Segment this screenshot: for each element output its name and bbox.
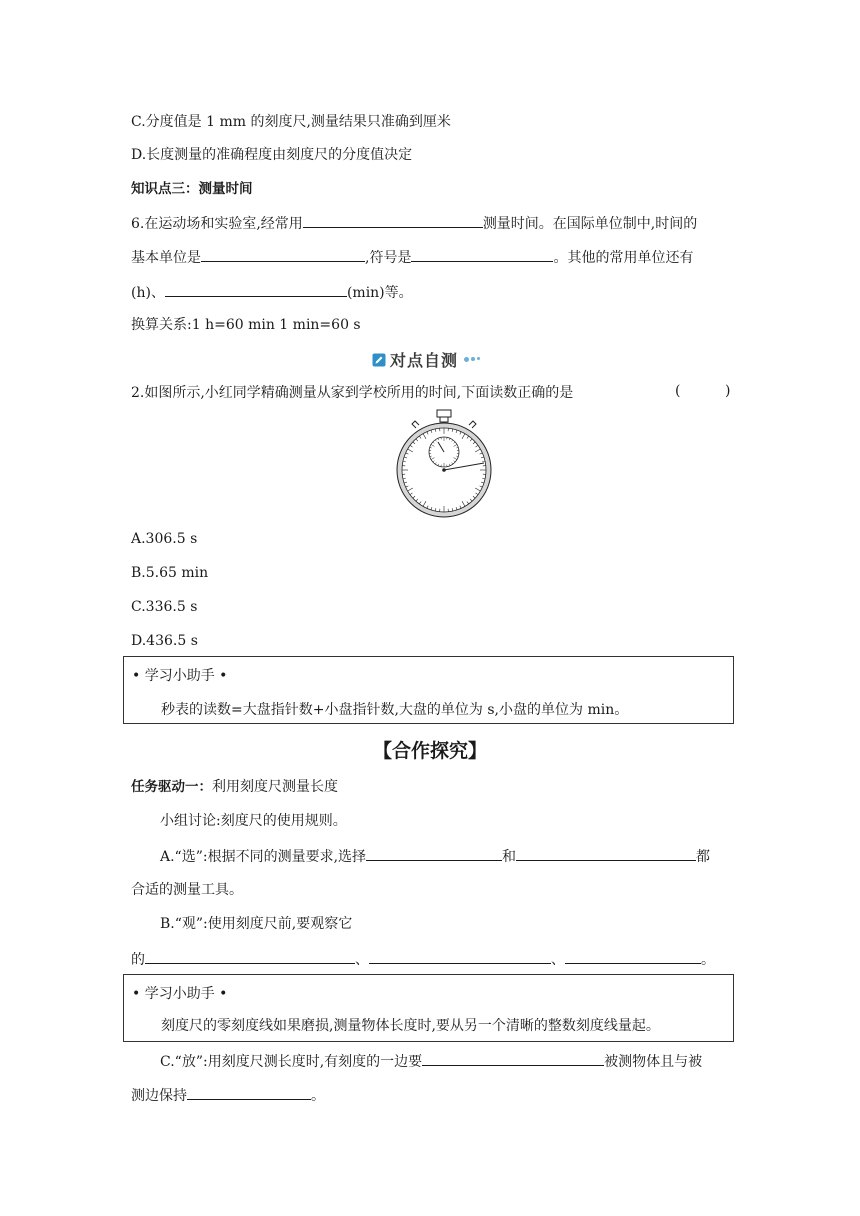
rule-a-text3: 都 <box>696 849 711 865</box>
fill-blank[interactable] <box>565 948 701 964</box>
stopwatch-figure <box>396 408 492 522</box>
task-title: 利用刻度尺测量长度 <box>212 779 338 795</box>
rule-c-line2 <box>131 1084 325 1106</box>
study-helper-box <box>123 656 734 724</box>
fill-blank[interactable] <box>366 845 502 861</box>
fill-blank[interactable] <box>303 212 483 228</box>
answer-paren-open: ( <box>675 383 681 399</box>
fill-blank[interactable] <box>516 845 696 861</box>
fill-blank[interactable] <box>145 948 355 964</box>
rule-b-text1: 的 <box>131 952 145 968</box>
rule-b-line2 <box>131 948 715 970</box>
rule-b-end: 。 <box>701 952 715 968</box>
discussion-text: 小组讨论:刻度尺的使用规则。 <box>160 813 347 829</box>
helper-body: 刻度尺的零刻度线如果磨损,测量物体长度时,要从另一个清晰的整数刻度线量起。 <box>161 1018 660 1034</box>
option-c: C.336.5 s <box>131 599 198 615</box>
q6-text-b: 测量时间。在国际单位制中,时间的 <box>482 216 698 232</box>
rule-a-text1: A.“选”:根据不同的测量要求,选择 <box>160 849 367 865</box>
q6-text-c: 基本单位是 <box>131 250 201 266</box>
q6-text-g: (min)等。 <box>346 285 413 301</box>
q6-text-e: 。其他的常用单位还有 <box>553 250 694 266</box>
option-d: D.436.5 s <box>131 633 198 649</box>
fill-blank[interactable] <box>411 246 553 262</box>
fill-blank[interactable] <box>201 246 365 262</box>
q6-text-a: 6.在运动场和实验室,经常用 <box>131 216 303 232</box>
rule-a-text2: 和 <box>502 849 517 865</box>
question-6-line3 <box>131 281 413 303</box>
self-test-banner <box>372 348 480 371</box>
rule-c-text3: 测边保持 <box>131 1088 187 1104</box>
rule-a-line1 <box>160 845 710 867</box>
helper-heading: • 学习小助手 • <box>132 668 228 684</box>
fill-blank[interactable] <box>369 948 551 964</box>
question-6-line2 <box>131 246 693 268</box>
study-helper-box <box>123 974 734 1042</box>
helper-heading: • 学习小助手 • <box>132 986 228 1002</box>
rule-c-text4: 。 <box>311 1088 325 1104</box>
pencil-note-icon <box>372 353 386 367</box>
rule-a-line2: 合适的测量工具。 <box>131 882 243 898</box>
task-heading <box>131 777 338 797</box>
q6-text-d: ,符号是 <box>365 250 412 266</box>
option-c-text: C.分度值是 1 mm 的刻度尺,测量结果只准确到厘米 <box>131 114 451 130</box>
fill-blank[interactable] <box>187 1084 311 1100</box>
option-d-text: D.长度测量的准确程度由刻度尺的分度值决定 <box>131 147 413 163</box>
option-a: A.306.5 s <box>131 531 198 547</box>
rule-b-sep1: 、 <box>355 952 369 968</box>
question-6-line1 <box>131 212 697 234</box>
rule-b-sep2: 、 <box>551 952 565 968</box>
section-title: 【合作探究】 <box>372 740 487 762</box>
answer-paren-close: ) <box>725 383 731 399</box>
banner-dots <box>462 357 480 362</box>
question-2-text: 2.如图所示,小红同学精确测量从家到学校所用的时间,下面读数正确的是 <box>131 385 574 401</box>
rule-c-text2: 被测物体且与被 <box>604 1054 703 1070</box>
q6-text-f: (h)、 <box>131 285 165 301</box>
banner-title: 对点自测 <box>390 351 459 370</box>
rule-c-line1 <box>160 1050 702 1072</box>
helper-body: 秒表的读数=大盘指针数+小盘指针数,大盘的单位为 s,小盘的单位为 min。 <box>161 702 629 718</box>
knowledge-point-heading: 知识点三：测量时间 <box>131 181 253 197</box>
option-b: B.5.65 min <box>131 565 209 581</box>
task-label: 任务驱动一： <box>131 779 212 795</box>
fill-blank[interactable] <box>165 281 347 297</box>
rule-b-line1: B.“观”:使用刻度尺前,要观察它 <box>160 916 353 932</box>
conversion-text: 换算关系:1 h=60 min 1 min=60 s <box>131 317 361 333</box>
rule-c-text1: C.“放”:用刻度尺测长度时,有刻度的一边要 <box>160 1054 423 1070</box>
fill-blank[interactable] <box>422 1050 604 1066</box>
